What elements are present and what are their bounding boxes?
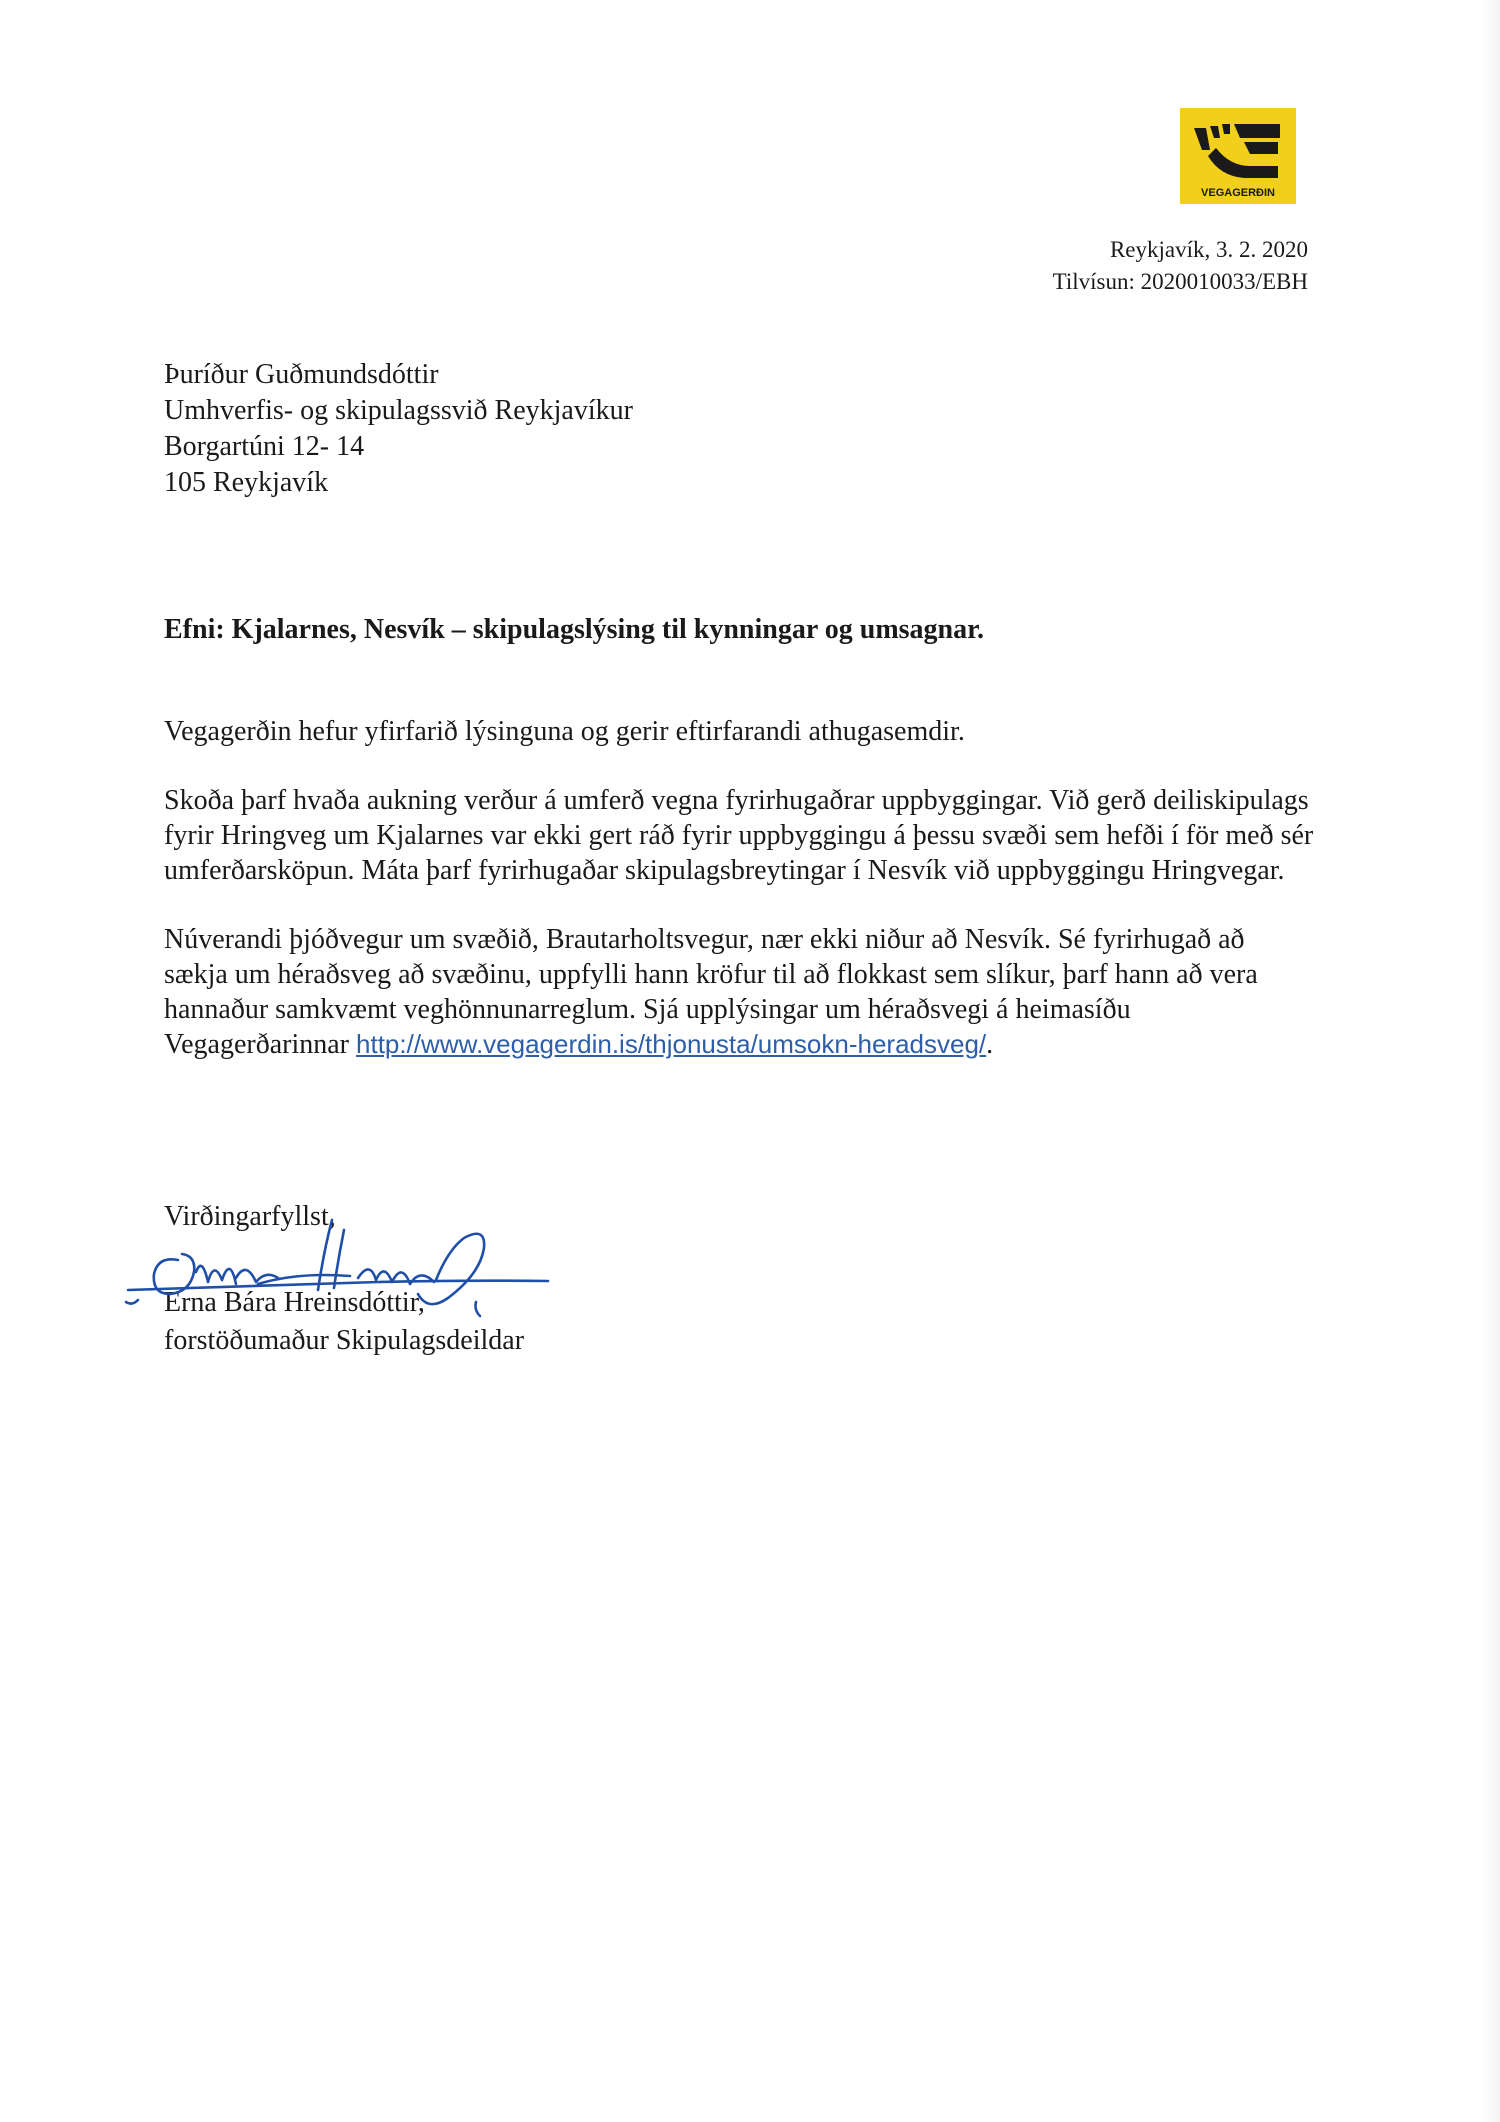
date-line: Reykjavík, 3. 2. 2020 bbox=[1109, 237, 1308, 262]
recipient-address bbox=[164, 357, 633, 501]
recipient-name: Þuríður Guðmundsdóttir bbox=[164, 359, 439, 390]
closing-salutation: Virðingarfyllst, bbox=[164, 1201, 336, 1232]
body-paragraph-3 bbox=[164, 922, 1314, 1062]
subject-line: Efni: Kjalarnes, Nesvík – skipulagslýsing til kynningar og umsagnar. bbox=[164, 614, 984, 645]
body-paragraph-3-end: . bbox=[986, 1029, 994, 1060]
signature-icon bbox=[118, 1190, 558, 1330]
recipient-department: Umhverfis- og skipulagssvið Reykjavíkur bbox=[164, 395, 633, 426]
body-paragraph-3-text: Núverandi þjóðvegur um svæðið, Brautarholtsvegur, nær ekki niður að Nesvík. Sé fyrirhugað að sækja um héraðsveg að svæðinu, uppfylli hann kröfur til að flokkast sem slíkur, þarf hann að vera hannaður samkvæmt veghönnunarreglum. Sjá upplýsingar um héraðsvegi á heimasíðu Vegagerðarinnar bbox=[164, 924, 1258, 1060]
vegagerdin-logo bbox=[1180, 108, 1296, 204]
handwritten-signature bbox=[118, 1190, 558, 1330]
recipient-city: 105 Reykjavík bbox=[164, 467, 329, 498]
body-paragraph-1: Vegagerðin hefur yfirfarið lýsinguna og gerir eftirfarandi athugasemdir. bbox=[164, 716, 965, 747]
svg-text:VEGAGERÐIN: VEGAGERÐIN bbox=[1201, 187, 1275, 199]
letter-body bbox=[164, 714, 1314, 1096]
page-edge-shadow bbox=[1482, 0, 1500, 2122]
recipient-street: Borgartúni 12- 14 bbox=[164, 431, 365, 462]
signer-title: forstöðumaður Skipulagsdeildar bbox=[164, 1325, 525, 1356]
signer-name: Erna Bára Hreinsdóttir, bbox=[164, 1287, 425, 1318]
vegagerdin-logo-icon bbox=[1180, 108, 1296, 204]
date-reference-block bbox=[1053, 234, 1308, 298]
heradsveg-link[interactable]: http://www.vegagerdin.is/thjonusta/umsokn-heradsveg/ bbox=[356, 1029, 987, 1059]
body-paragraph-2: Skoða þarf hvaða aukning verður á umferð vegna fyrirhugaðrar uppbyggingar. Við gerð deiliskipulags fyrir Hringveg um Kjalarnes var ekki gert ráð fyrir uppbyggingu á þessu svæði sem hefði í för með sér umferðarsköpun. Máta þarf fyrirhugaðar skipulagsbreytingar í Nesvík við uppbyggingu Hringvegar. bbox=[164, 785, 1314, 886]
reference-line: Tilvísun: 2020010033/EBH bbox=[1052, 269, 1308, 294]
